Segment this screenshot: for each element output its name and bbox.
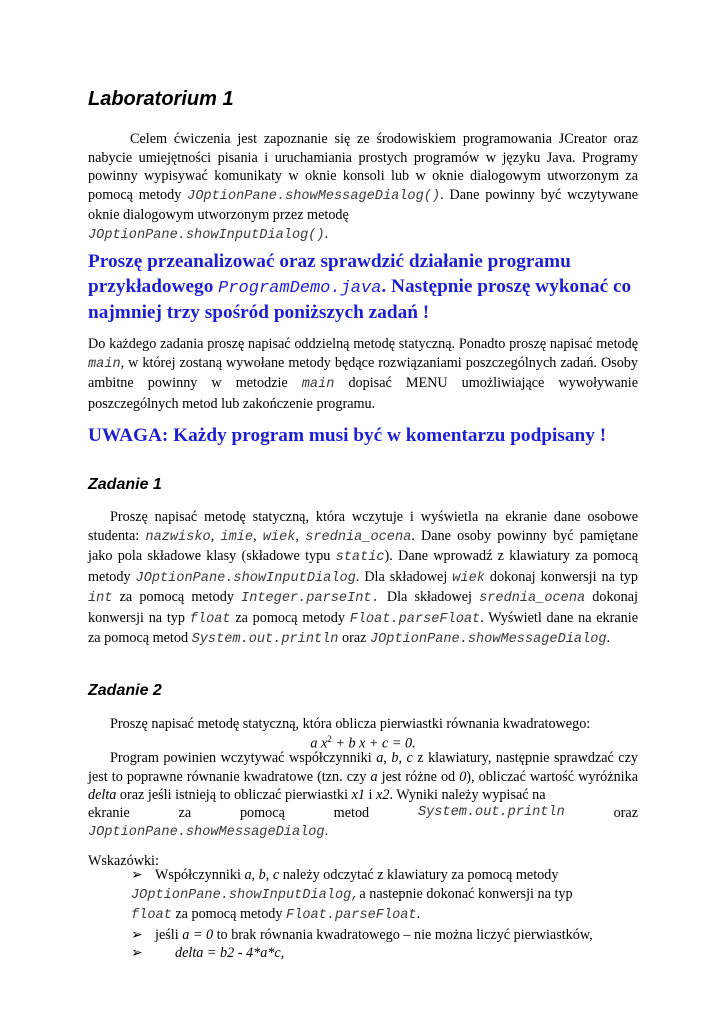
instruction-text-2: . Następnie proszę wykonać co najmniej trzy spośród poniższych zadań !	[88, 275, 632, 323]
page-title: Laboratorium 1	[88, 88, 234, 110]
task-1-text-6: za pomocą metody	[112, 589, 242, 605]
separator: ,	[383, 750, 392, 766]
var-x2: x2	[376, 787, 390, 803]
field-imie: imie	[220, 529, 254, 545]
code-showmessagedialog: JOptionPane.showMessageDialog	[369, 632, 607, 647]
task-1-text: Proszę napisać metodę statyczną, która wczytuje i wyświetla na ekranie dane osobowe studenta:	[88, 509, 638, 544]
hint-text-2: należy odczytać z klawiatury za pomocą metody	[279, 867, 559, 883]
hints-label: Wskazówki:	[88, 853, 159, 869]
intro-text: Celem ćwiczenia jest zapoznanie się ze środowiskiem programowania JCreator oraz nabycie umiejętności pisania i uruchamiania prostych programów w języku Java. Programy powinny wypisywać komunikaty w oknie konsoli lub w oknie dialogowym utworzonym za pomocą metody	[88, 131, 638, 203]
task-2-text-5: ), obliczać wartość wyróżnika	[466, 768, 638, 785]
task-2-heading: Zadanie 2	[88, 682, 162, 699]
code-float: float	[189, 611, 231, 627]
code-showinputdialog: JOptionPane.showInputDialog()	[88, 227, 325, 243]
word: ekranie	[88, 805, 130, 821]
hint-text: jeśli	[155, 926, 183, 943]
word: metod	[333, 805, 370, 821]
tasks-text-2: , w której zostaną wywołane metody będące rozwiązaniami poszczególnych zadań. Osoby ambitne powinny w metodzie	[88, 354, 638, 391]
arrow-bullet-icon: ➢	[131, 926, 143, 943]
task-1-text-2: . Dane osoby powinny być pamiętane jako pola składowe klasy (składowe typu	[88, 527, 639, 564]
hint-text-4: za pomocą metody	[171, 906, 287, 922]
task-1-text-11: oraz	[338, 630, 370, 646]
separator: ,	[398, 750, 407, 766]
intro-end: .	[324, 225, 329, 242]
field-srednia-ocena: srednia_ocena	[305, 529, 412, 545]
code-showinputdialog: JOptionPane.showInputDialog	[135, 570, 356, 586]
warning-note: UWAGA: Każdy program musi być w komentarzu podpisany !	[88, 425, 607, 446]
field-srednia-ocena: srednia_ocena	[479, 591, 586, 606]
delta-formula: delta = b2 - 4*a*c,	[175, 945, 285, 961]
code-main: main	[88, 356, 121, 372]
code-main-2: main	[301, 377, 335, 392]
conjunction: i	[364, 787, 377, 803]
code-float: float	[131, 908, 172, 923]
word: oraz	[613, 805, 638, 821]
task-2-end: .	[324, 823, 329, 839]
tasks-text-3: dopisać MENU umożliwiające wywoływanie poszczególnych metod lub zakończenie programu.	[88, 375, 638, 412]
task-2-output-line-2	[88, 822, 638, 843]
task-1-end: .	[606, 630, 611, 646]
hint-text-2: to brak równania kwadratowego – nie można liczyć pierwiastków,	[213, 926, 593, 943]
code-println: System.out.println	[191, 632, 339, 647]
task-2-text-2: Program powinien wczytywać współczynniki	[110, 750, 377, 766]
separator: ,	[210, 527, 221, 544]
task-1-paragraph	[88, 508, 638, 650]
separator: ,	[265, 867, 273, 883]
code-parsefloat: Float.parseFloat	[286, 908, 417, 923]
instruction-text: Proszę przeanalizować oraz sprawdzić działanie programu przykładowego	[88, 251, 571, 297]
task-2-text-7: . Wyniki należy wypisać na	[389, 787, 546, 803]
hint-item	[131, 944, 646, 963]
intro-text-2: . Dane powinny być wczytywane oknie dialogowym utworzonym przez metodę	[88, 186, 638, 223]
separator: ,	[253, 527, 263, 544]
hint-text-3: a nastepnie dokonać konwersji na typ	[359, 885, 573, 902]
word: pomocą	[239, 805, 285, 821]
task-1-text-3: ). Dane wprowadź z klawiatury za pomocą metody	[88, 548, 638, 585]
var-a: a	[376, 750, 384, 766]
arrow-bullet-icon: ➢	[131, 867, 143, 883]
field-wiek: wiek	[452, 570, 485, 586]
var-delta: delta	[88, 787, 117, 803]
equation-part: a x	[310, 735, 328, 752]
hint-text: Współczynniki	[155, 867, 245, 883]
tasks-paragraph	[88, 335, 638, 413]
equation-exponent: 2	[327, 734, 332, 744]
code-showinputdialog: JOptionPane.showInputDialog,	[131, 887, 360, 903]
tasks-text: Do każdego zadania proszę napisać oddzielną metodę statyczną. Ponadto proszę napisać metodę	[88, 336, 638, 352]
code-showmessagedialog: JOptionPane.showMessageDialog	[88, 825, 325, 840]
task-1-text-9: za pomocą metody	[230, 609, 350, 626]
equation-part-2: + b x + c = 0.	[331, 735, 416, 752]
zero-value: 0	[459, 768, 467, 785]
var-b: b	[258, 867, 266, 883]
intro-paragraph	[88, 130, 638, 245]
hints-list	[131, 866, 646, 963]
task-1-text-7: Dla składowej	[379, 589, 480, 605]
task-2-text-3: z klawiatury, następnie sprawdzać czy jest to poprawne równanie kwadratowe (tzn. czy	[88, 750, 638, 785]
var-a: a	[370, 768, 378, 785]
task-1-text-10: . Wyświetl dane na ekranie za pomocą metod	[88, 609, 638, 646]
var-b: b	[391, 750, 399, 766]
word: za	[178, 805, 192, 821]
hint-item	[131, 926, 646, 945]
separator: ,	[251, 867, 259, 883]
field-nazwisko: nazwisko	[145, 529, 211, 545]
var-c: c	[406, 750, 413, 766]
task-2-text: Proszę napisać metodę statyczną, która oblicza pierwiastki równania kwadratowego:	[110, 716, 591, 732]
task-1-text-4: . Dla składowej	[355, 568, 453, 585]
condition: a = 0	[182, 926, 214, 943]
hint-end: .	[416, 906, 421, 922]
task-2-paragraph	[88, 749, 638, 805]
task-2-text-4: jest różne od	[377, 768, 460, 785]
task-2-text-6: oraz jeśli istnieją to obliczać pierwiastki	[116, 787, 352, 803]
code-parsefloat: Float.parseFloat	[349, 611, 481, 627]
hint-item	[131, 866, 646, 926]
code-showmessagedialog: JOptionPane.showMessageDialog()	[187, 188, 441, 204]
field-wiek: wiek	[262, 529, 296, 545]
code-programdemo: ProgramDemo.java	[218, 278, 382, 298]
task-2-output-line	[88, 804, 638, 823]
code-static: static	[335, 550, 385, 565]
arrow-bullet-icon: ➢	[131, 945, 143, 961]
var-a: a	[244, 867, 252, 883]
task-1-text-8: dokonaj konwersji na typ	[88, 589, 638, 626]
separator: ,	[295, 527, 306, 544]
code-println: System.out.println	[417, 805, 565, 820]
instruction-heading	[88, 250, 648, 326]
var-c: c	[272, 867, 280, 883]
task-1-text-5: dokonaj konwersji na typ	[484, 568, 638, 585]
code-parseint: Integer.parseInt.	[241, 591, 380, 606]
var-x1: x1	[351, 787, 365, 803]
code-int: int	[88, 591, 113, 606]
task-1-heading: Zadanie 1	[88, 476, 162, 493]
